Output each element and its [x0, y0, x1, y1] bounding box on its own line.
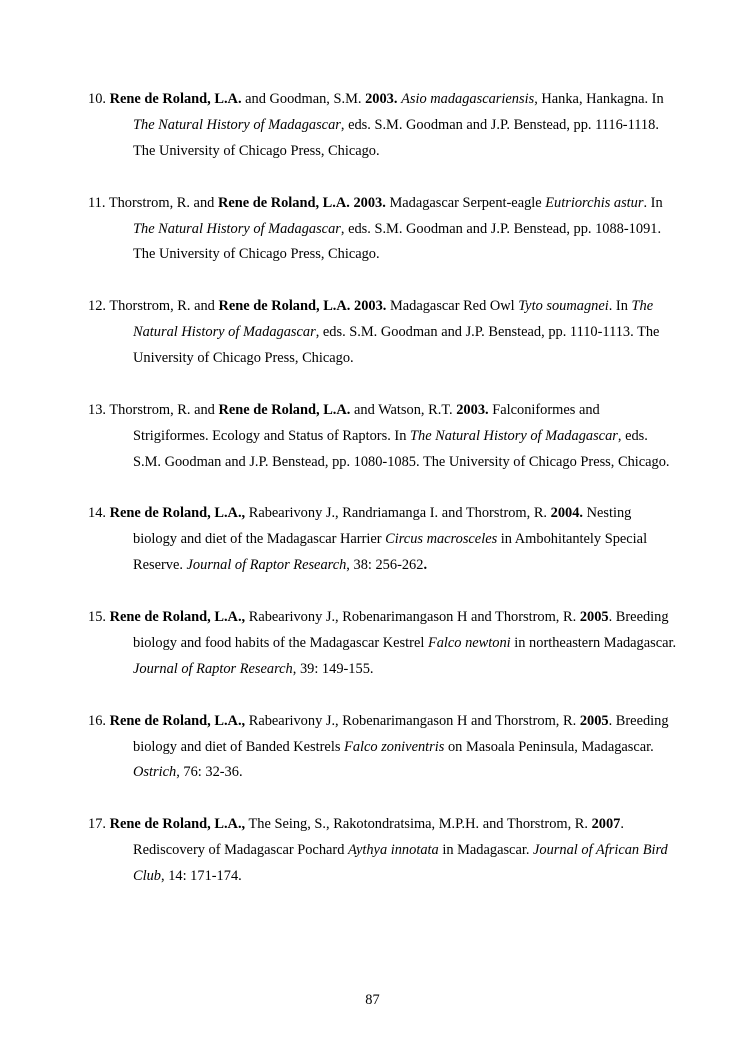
reference-text: . In — [643, 194, 663, 211]
reference-number: 16. — [88, 712, 106, 729]
reference-number: 11. — [88, 194, 106, 211]
reference-text: The Seing, S., Rakotondratsima, M.P.H. and Thorstrom, R. — [245, 816, 592, 833]
reference-text: Madagascar Serpent-eagle — [385, 194, 546, 211]
reference-text: , Hanka, Hankagna. In — [534, 91, 664, 107]
reference-text: in northeastern Madagascar. — [510, 634, 677, 651]
reference-entry — [88, 191, 678, 269]
bold-text: 2005 — [579, 712, 609, 729]
reference-text: , 76: 32-36. — [176, 764, 243, 781]
reference-text: , 39: 149-155. — [292, 660, 374, 677]
italic-text: The Natural History of Madagascar — [133, 220, 341, 237]
reference-text: Rabearivony J., Robenarimangason H and Thorstrom, R. — [245, 712, 580, 729]
reference-entry — [88, 605, 678, 683]
bold-text: Rene de Roland, L.A. — [218, 401, 351, 418]
reference-entry — [88, 87, 678, 165]
italic-text: The Natural History of Madagascar — [133, 298, 654, 341]
bold-text: 2003. — [365, 91, 398, 107]
reference-text: . In — [608, 298, 632, 315]
reference-text: and Goodman, S.M. — [241, 91, 366, 107]
italic-text: Ostrich — [133, 764, 177, 781]
reference-text: , eds. S.M. Goodman and J.P. Benstead, pp. 1080-1085. The University of Chicago Press, Chicago. — [133, 427, 670, 470]
reference-text: Nesting biology and diet of the Madagascar Harrier — [133, 505, 632, 548]
bold-text: 2007 — [591, 816, 621, 833]
bold-text: Rene de Roland, L.A., — [109, 816, 246, 833]
reference-text: . Breeding biology and food habits of the Madagascar Kestrel — [133, 609, 669, 651]
reference-number: 10. — [88, 91, 106, 107]
bold-text: Rene de Roland, L.A., — [109, 712, 246, 729]
reference-number: 17. — [88, 816, 106, 833]
reference-text: , eds. S.M. Goodman and J.P. Benstead, pp. 1088-1091. The University of Chicago Press, Chicago. — [133, 220, 662, 263]
bold-text: 2005 — [579, 609, 609, 626]
reference-text: Madagascar Red Owl — [386, 298, 519, 315]
bold-text: Rene de Roland, L.A., — [109, 505, 246, 522]
reference-text: . Breeding biology and diet of Banded Kestrels — [133, 712, 669, 755]
italic-text: The Natural History of Madagascar — [410, 427, 618, 444]
reference-text: in Ambohitantely Special Reserve. — [133, 531, 648, 574]
bold-text: Rene de Roland, L.A. 2003. — [218, 298, 387, 315]
italic-text: Falco newtoni — [427, 634, 511, 651]
reference-text: Thorstrom, R. and — [108, 194, 218, 211]
italic-text: Asio madagascariensis — [401, 91, 535, 107]
reference-number: 14. — [88, 505, 106, 522]
reference-number: 13. — [88, 401, 106, 418]
reference-text: Thorstrom, R. and — [109, 401, 219, 418]
reference-text: Falconiformes and Strigiformes. Ecology and Status of Raptors. In — [133, 401, 600, 444]
reference-text: , 38: 256-262 — [346, 557, 424, 574]
reference-entry — [88, 294, 678, 372]
reference-text: , 14: 171-174. — [161, 868, 242, 885]
italic-text: Eutriorchis astur — [545, 194, 644, 211]
reference-text: . Rediscovery of Madagascar Pochard — [133, 816, 624, 859]
reference-text: and Watson, R.T. — [350, 401, 457, 418]
reference-entry — [88, 398, 678, 476]
bold-text: Rene de Roland, L.A. — [109, 91, 242, 107]
italic-text: Journal of Raptor Research — [133, 660, 293, 677]
bold-text: Rene de Roland, L.A., — [109, 609, 246, 626]
bold-text: Rene de Roland, L.A. 2003. — [217, 194, 386, 211]
italic-text: Tyto soumagnei — [518, 298, 609, 315]
bold-text: 2003. — [456, 401, 489, 418]
italic-text: Circus macrosceles — [385, 531, 498, 548]
reference-text: in Madagascar. — [438, 842, 534, 859]
italic-text: Falco zoniventris — [344, 738, 445, 755]
reference-text: , eds. S.M. Goodman and J.P. Benstead, pp. 1110-1113. The University of Chicago Press, Chicago. — [133, 324, 660, 367]
reference-text: Rabearivony J., Robenarimangason H and Thorstrom, R. — [245, 609, 580, 626]
reference-entry — [88, 709, 678, 787]
bold-text: 2004. — [550, 505, 584, 522]
reference-text: , eds. S.M. Goodman and J.P. Benstead, pp. 1116-1118. The University of Chicago Press, Chicago. — [133, 116, 659, 159]
reference-number: 15. — [88, 609, 106, 626]
reference-text: on Masoala Peninsula, Madagascar. — [444, 738, 654, 755]
reference-list — [88, 87, 678, 916]
bold-text: . — [423, 557, 428, 574]
italic-text: Aythya innotata — [347, 842, 439, 859]
reference-text: Thorstrom, R. and — [109, 298, 219, 315]
page-number: 87 — [365, 992, 380, 1008]
italic-text: Journal of Raptor Research — [186, 557, 347, 574]
reference-entry — [88, 812, 678, 890]
reference-text: Rabearivony J., Randriamanga I. and Thorstrom, R. — [245, 505, 551, 522]
italic-text: The Natural History of Madagascar — [133, 116, 341, 133]
italic-text: Journal of African Bird Club — [133, 842, 668, 885]
reference-number: 12. — [88, 298, 106, 315]
reference-entry — [88, 501, 678, 579]
